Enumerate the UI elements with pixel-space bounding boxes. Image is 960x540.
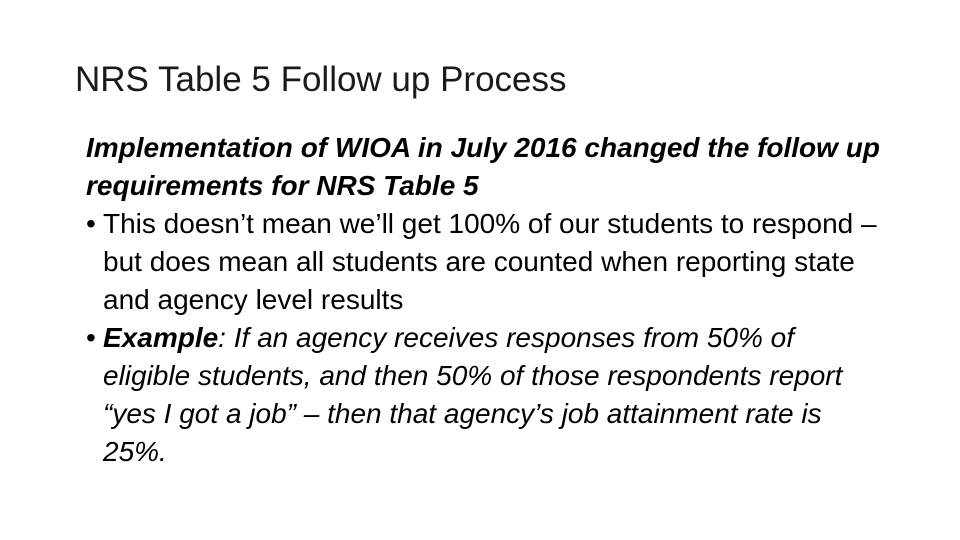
bullet-icon: •	[86, 208, 96, 239]
bullet-icon: •	[86, 322, 96, 353]
slide-title: NRS Table 5 Follow up Process	[75, 60, 567, 99]
example-body: : If an agency receives responses from 50% of eligible students, and then 50% of those respondents report “yes I got a job” – then that agency’s job attainment rate is 25%.	[103, 322, 843, 467]
slide-body	[86, 129, 886, 471]
bullet-text: This doesn’t mean we’ll get 100% of our students to respond – but does mean all students are counted when reporting state and agency level results	[103, 208, 877, 315]
intro-text: Implementation of WIOA in July 2016 changed the follow up requirements for NRS Table 5	[86, 132, 880, 201]
bullet-item-2	[86, 319, 886, 471]
example-text	[103, 319, 886, 471]
bullet-item-1	[86, 205, 886, 319]
bullet-list	[86, 205, 886, 471]
example-label: Example	[103, 322, 219, 353]
